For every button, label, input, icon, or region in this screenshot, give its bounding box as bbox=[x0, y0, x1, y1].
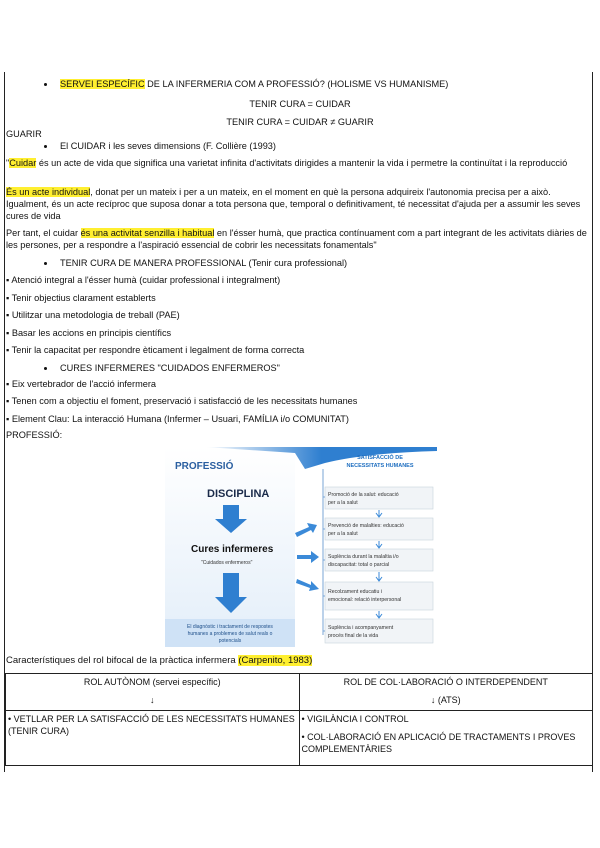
professio-label: PROFESSIÓ: bbox=[6, 430, 63, 440]
svg-text:Suplència durant la malaltia i: Suplència durant la malaltia i/o bbox=[328, 554, 399, 560]
diagram-cures-sub: "Cuidados enfermeros" bbox=[201, 560, 253, 566]
list-item: ▪ Atenció integral a l'ésser humà (cuidar professional i integralment) bbox=[6, 275, 281, 285]
table-header-autonom: ROL AUTÒNOM (servei específic) ↓ bbox=[6, 674, 300, 711]
svg-text:per a la salut: per a la salut bbox=[328, 500, 358, 506]
diagram-box-4 bbox=[325, 582, 433, 610]
list-item: ▪ Tenir objectius clarament establerts bbox=[6, 293, 156, 303]
right-arrow-icon bbox=[295, 523, 317, 537]
diagram-box-2 bbox=[325, 518, 433, 540]
equation-guarir-wrap: GUARIR bbox=[6, 129, 42, 139]
right-arrow-icon bbox=[297, 551, 319, 563]
diagram-cures: Cures infermeres bbox=[191, 544, 274, 555]
list-item: ▪ Tenir la capacitat per respondre èticament i legalment de forma correcta bbox=[6, 345, 305, 355]
table-caption: Característiques del rol bifocal de la pràctica infermera (Carpenito, 1983) bbox=[6, 655, 313, 666]
svg-text:emocional: relació interperson: emocional: relació interpersonal bbox=[328, 597, 402, 603]
diagram-satisf-1: SATISFACCIÓ DE bbox=[357, 455, 403, 461]
diagram-box-5 bbox=[325, 619, 433, 643]
bullet-dot bbox=[44, 83, 47, 86]
table-row bbox=[6, 674, 593, 711]
table-cell-colaboracio: • VIGILÀNCIA I CONTROL • COL·LABORACIÓ EN APLICACIÓ DE TRACTAMENTS I PROVES COMPLEMENTÀRIES bbox=[299, 711, 593, 766]
paragraph-cuidar: "Cuidar és un acte de vida que significa una varietat infinita d'activitats dirigides a mantenir la vida i permetre la continuïtat i la reproducció bbox=[6, 158, 568, 168]
svg-text:Prevenció de malalties: educac: Prevenció de malalties: educació bbox=[328, 523, 404, 529]
left-margin-line bbox=[4, 72, 5, 772]
table-row bbox=[6, 711, 593, 766]
heading-tenir-cura-professional: TENIR CURA DE MANERA PROFESSIONAL (Tenir cura professional) bbox=[60, 258, 348, 268]
diagram-disciplina: DISCIPLINA bbox=[207, 488, 270, 500]
diagram-bottom-text-3: potencials bbox=[218, 638, 242, 644]
list-item: ▪ Tenen com a objectiu el foment, preservació i satisfacció de les necessitats humanes bbox=[6, 396, 358, 406]
right-arrow-icon bbox=[296, 579, 319, 591]
small-down-arrow-icon bbox=[376, 611, 382, 618]
table-header-colaboracio: ROL DE COL·LABORACIÓ O INTERDEPENDENT ↓ (ATS) bbox=[299, 674, 593, 711]
bullet-dot bbox=[44, 367, 47, 370]
diagram-satisf-2: NECESSITATS HUMANES bbox=[346, 463, 414, 469]
small-down-arrow-icon bbox=[376, 541, 382, 548]
diagram-bottom-text-2: humanes a problemes de salut reals o bbox=[187, 631, 273, 637]
paragraph-per-tant: Per tant, el cuidar és una activitat senzilla i habitual en l'ésser humà, que practica contínuament com a part integrant de les activitats diàries de les persones, per a respondre a l'aspiració essencial de cobrir les necessitats fonamentals" bbox=[6, 228, 587, 250]
svg-text:procés final de la vida: procés final de la vida bbox=[328, 633, 379, 639]
small-down-arrow-icon bbox=[376, 572, 382, 581]
diagram-title: PROFESSIÓ bbox=[175, 461, 234, 472]
diagram-box-1 bbox=[325, 487, 433, 509]
bullet-dot bbox=[44, 145, 47, 148]
list-item: ▪ Utilitzar una metodologia de treball (PAE) bbox=[6, 310, 180, 320]
table-cell-autonom: • VETLLAR PER LA SATISFACCIÓ DE LES NECESSITATS HUMANES (TENIR CURA) bbox=[6, 711, 300, 766]
heading-cuidar-dimensions: El CUIDAR i les seves dimensions (F. Collière (1993) bbox=[60, 141, 276, 151]
rol-bifocal-table bbox=[5, 673, 593, 766]
svg-text:per a la salut: per a la salut bbox=[328, 531, 358, 537]
svg-text:Promoció de la salut: educació: Promoció de la salut: educació bbox=[328, 492, 399, 498]
svg-text:Suplència i acompanyament: Suplència i acompanyament bbox=[328, 625, 394, 631]
list-item: ▪ Element Clau: La interacció Humana (Infermer – Usuari, FAMÍLIA i/o COMUNITAT) bbox=[6, 414, 349, 424]
heading-cures-infermeres: CURES INFERMERES "CUIDADOS ENFERMEROS" bbox=[60, 363, 280, 373]
diagram-bottom-text-1: El diagnòstic i tractament de respostes bbox=[187, 624, 273, 630]
professio-diagram bbox=[165, 447, 437, 647]
svg-text:discapacitat: total o parcial: discapacitat: total o parcial bbox=[328, 562, 390, 568]
small-down-arrow-icon bbox=[376, 510, 382, 517]
list-item: ▪ Basar les accions en principis científics bbox=[6, 328, 172, 338]
svg-text:Recolzament educatiu i: Recolzament educatiu i bbox=[328, 589, 382, 595]
paragraph-acte-individual: És un acte individual, donat per un mateix i per a un mateix, en el moment en què la persona adquireix l'autonomia precisa per a això. Igualment, és un acte recíproc que suposa donar a tota persona que, temporal o definitivament, té necessitat d'ajuda per a assumir les seves cures de vida bbox=[6, 187, 581, 221]
heading-servei-especific: SERVEI ESPECÍFIC DE LA INFERMERIA COM A PROFESSIÓ? (HOLISME VS HUMANISME) bbox=[60, 79, 449, 89]
list-item: ▪ Eix vertebrador de l'acció infermera bbox=[6, 379, 157, 389]
equation-tenir-cura-guarir: TENIR CURA = CUIDAR ≠ GUARIR bbox=[226, 117, 374, 127]
bullet-dot bbox=[44, 262, 47, 265]
diagram-box-3 bbox=[325, 549, 433, 571]
right-margin-line bbox=[592, 72, 593, 772]
equation-tenir-cura: TENIR CURA = CUIDAR bbox=[249, 99, 351, 109]
